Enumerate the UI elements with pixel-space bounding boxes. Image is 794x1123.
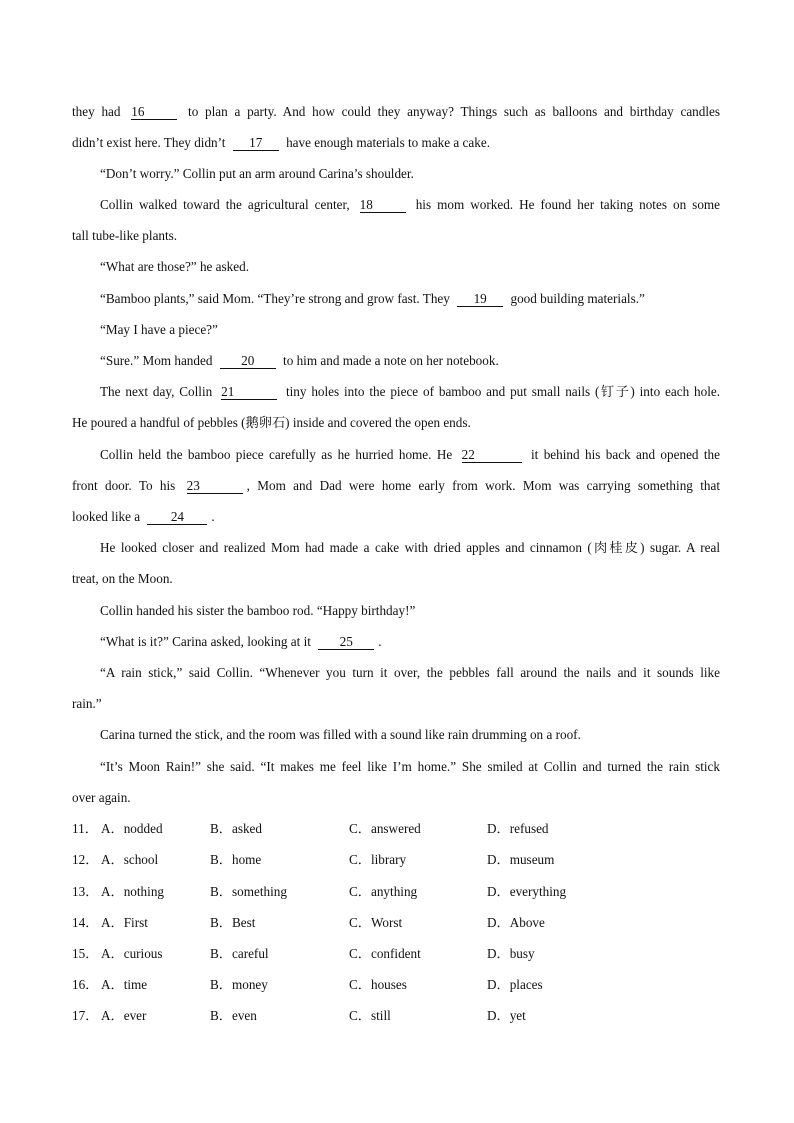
passage-line xyxy=(100,382,720,402)
text-segment: didn’t exist here. They didn’t xyxy=(72,135,226,150)
passage-line xyxy=(100,445,720,465)
option-c[interactable]: C．library xyxy=(349,852,407,867)
blank-19: 19 xyxy=(457,291,503,307)
option-b[interactable]: B．asked xyxy=(210,821,263,836)
option-b[interactable]: B．something xyxy=(210,884,287,899)
option-b[interactable]: B．careful xyxy=(210,946,269,961)
text-segment: tiny holes into the piece of bamboo and put small nails (钉子) into each hole. xyxy=(285,384,721,399)
question-number: 17． xyxy=(72,1008,99,1023)
text-segment: good building materials.” xyxy=(510,291,645,306)
passage-line xyxy=(100,289,720,309)
question-row xyxy=(72,1006,720,1026)
text-segment: front door. To his xyxy=(72,478,176,493)
option-a[interactable]: A．nodded xyxy=(101,821,163,836)
blank-20: 20 xyxy=(220,353,276,369)
option-a[interactable]: A．school xyxy=(101,852,159,867)
option-c[interactable]: C．Worst xyxy=(349,915,403,930)
text-segment: Collin walked toward the agricultural center, xyxy=(100,197,350,212)
option-b[interactable]: B．money xyxy=(210,977,268,992)
blank-16: 16 xyxy=(131,104,177,120)
text-segment: , Mom and Dad were home early from work. Mom was carrying something that xyxy=(246,478,720,493)
passage-line: He poured a handful of pebbles (鹅卵石) inside and covered the open ends. xyxy=(72,415,471,430)
option-d[interactable]: D．yet xyxy=(487,1008,526,1023)
option-c[interactable]: C．confident xyxy=(349,946,421,961)
passage-line: tall tube-like plants. xyxy=(72,228,178,243)
blank-17: 17 xyxy=(233,135,279,151)
text-segment: looked like a xyxy=(72,509,141,524)
question-number: 11． xyxy=(72,821,98,836)
passage-line: “A rain stick,” said Collin. “Whenever you turn it over, the pebbles fall around the nails and it sounds like xyxy=(100,665,720,680)
text-segment: they had xyxy=(72,104,121,119)
option-a[interactable]: A．nothing xyxy=(101,884,165,899)
text-segment: . xyxy=(211,509,215,524)
passage-line: Collin handed his sister the bamboo rod. “Happy birthday!” xyxy=(100,603,416,618)
option-d[interactable]: D．busy xyxy=(487,946,535,961)
question-row xyxy=(72,819,720,839)
passage-line: treat, on the Moon. xyxy=(72,571,173,586)
passage-line: “Don’t worry.” Collin put an arm around Carina’s shoulder. xyxy=(100,166,414,181)
option-d[interactable]: D．Above xyxy=(487,915,545,930)
option-d[interactable]: D．museum xyxy=(487,852,555,867)
option-c[interactable]: C．anything xyxy=(349,884,418,899)
passage-line xyxy=(100,195,720,215)
passage-line xyxy=(72,507,720,527)
question-row xyxy=(72,913,720,933)
text-segment: to plan a party. And how could they anyway? Things such as balloons and birthday candles xyxy=(188,104,721,119)
text-segment: it behind his back and opened the xyxy=(531,447,721,462)
blank-22: 22 xyxy=(462,447,522,463)
option-c[interactable]: C．still xyxy=(349,1008,391,1023)
passage-line xyxy=(72,476,720,496)
option-c[interactable]: C．answered xyxy=(349,821,421,836)
blank-21: 21 xyxy=(221,384,277,400)
option-a[interactable]: A．First xyxy=(101,915,148,930)
question-row xyxy=(72,882,720,902)
question-number: 15． xyxy=(72,946,99,961)
passage-line xyxy=(72,133,720,153)
question-row xyxy=(72,975,720,995)
blank-24: 24 xyxy=(147,509,207,525)
passage-line: over again. xyxy=(72,790,131,805)
passage-line: He looked closer and realized Mom had made a cake with dried apples and cinnamon (肉桂皮) sugar. A real xyxy=(100,540,720,555)
passage-line: rain.” xyxy=(72,696,102,711)
option-a[interactable]: A．ever xyxy=(101,1008,147,1023)
text-segment: to him and made a note on her notebook. xyxy=(283,353,499,368)
option-d[interactable]: D．refused xyxy=(487,821,549,836)
question-number: 13． xyxy=(72,884,99,899)
option-b[interactable]: B．home xyxy=(210,852,262,867)
text-segment: have enough materials to make a cake. xyxy=(286,135,491,150)
text-segment: “Bamboo plants,” said Mom. “They’re strong and grow fast. They xyxy=(100,291,450,306)
passage-line: Carina turned the stick, and the room was filled with a sound like rain drumming on a roof. xyxy=(100,727,581,742)
option-b[interactable]: B．Best xyxy=(210,915,256,930)
question-number: 12． xyxy=(72,852,99,867)
question-row xyxy=(72,944,720,964)
question-number: 14． xyxy=(72,915,99,930)
passage-line xyxy=(100,632,720,652)
passage-line: “May I have a piece?” xyxy=(100,322,218,337)
blank-25: 25 xyxy=(318,634,374,650)
passage-line xyxy=(100,351,720,371)
option-a[interactable]: A．curious xyxy=(101,946,163,961)
passage-line xyxy=(72,102,720,122)
blank-18: 18 xyxy=(360,197,406,213)
question-row xyxy=(72,850,720,870)
text-segment: “What is it?” Carina asked, looking at it xyxy=(100,634,311,649)
text-segment: The next day, Collin xyxy=(100,384,213,399)
option-b[interactable]: B．even xyxy=(210,1008,257,1023)
option-c[interactable]: C．houses xyxy=(349,977,407,992)
option-a[interactable]: A．time xyxy=(101,977,148,992)
option-d[interactable]: D．places xyxy=(487,977,543,992)
blank-23: 23 xyxy=(187,478,243,494)
passage-line: “What are those?” he asked. xyxy=(100,259,250,274)
text-segment: Collin held the bamboo piece carefully as he hurried home. He xyxy=(100,447,453,462)
text-segment: his mom worked. He found her taking notes on some xyxy=(415,197,721,212)
text-segment: “Sure.” Mom handed xyxy=(100,353,213,368)
option-d[interactable]: D．everything xyxy=(487,884,567,899)
passage-line: “It’s Moon Rain!” she said. “It makes me feel like I’m home.” She smiled at Collin and turned the rain stick xyxy=(100,759,720,774)
text-segment: . xyxy=(378,634,382,649)
question-number: 16． xyxy=(72,977,99,992)
